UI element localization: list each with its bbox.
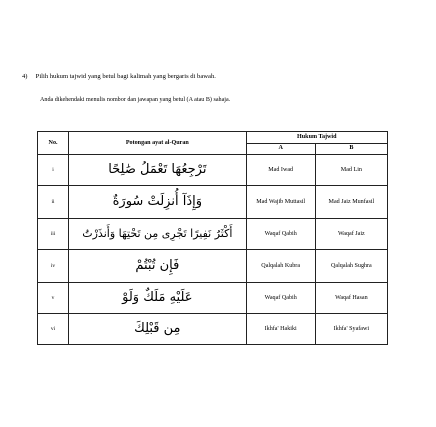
tajwid-table: [37, 131, 388, 345]
header-option-a: A: [246, 143, 315, 155]
header-no: No.: [38, 132, 69, 155]
header-hukum: Hukum Tajwid: [246, 132, 387, 144]
table-row: [38, 283, 388, 314]
ayat-text: وَإِذَآ أُنزِلَتْ سُورَةٌ: [69, 186, 247, 219]
ayat-text: عَلَيْهِ مَلَكٌ وَلَوْ: [69, 283, 247, 314]
table-row: [38, 155, 388, 186]
option-b: Waqaf Hasan: [315, 283, 387, 314]
question-prompt: Pilih hukum tajwid yang betul bagi kalimah yang bergaris di bawah.: [35, 73, 216, 80]
ayat-text: أَكْثَرُ نَفِيرًا تَجْرِى مِن تَحْتِهَا وَأَنذَرْتُ: [69, 219, 247, 250]
option-a: Qalqalah Kubra: [246, 250, 315, 283]
option-a: Ikhfa' Hakiki: [246, 314, 315, 345]
table-row: [38, 314, 388, 345]
option-a: Mad Iwad: [246, 155, 315, 186]
ayat-text: مِن قَبْلِكَ: [69, 314, 247, 345]
table-row: [38, 250, 388, 283]
instruction-text: Anda dikehendaki menulis nombor dan jawapan yang betul (A atau B) sahaja.: [40, 97, 231, 103]
option-b: Mad Jaiz Munfasil: [315, 186, 387, 219]
question-number: 4): [22, 73, 28, 80]
row-number: vi: [38, 314, 69, 345]
table-row: [38, 219, 388, 250]
row-number: iv: [38, 250, 69, 283]
header-option-b: B: [315, 143, 387, 155]
row-number: iii: [38, 219, 69, 250]
row-number: i: [38, 155, 69, 186]
row-number: v: [38, 283, 69, 314]
header-ayat: Potongan ayat al-Quran: [69, 132, 247, 155]
option-b: Mad Lin: [315, 155, 387, 186]
row-number: ii: [38, 186, 69, 219]
question-text: [22, 73, 216, 80]
option-b: Ikhfa' Syafawi: [315, 314, 387, 345]
option-b: Waqaf Jaiz: [315, 219, 387, 250]
option-b: Qalqalah Sughra: [315, 250, 387, 283]
option-a: Waqaf Qabih: [246, 219, 315, 250]
option-a: Mad Wajib Muttasil: [246, 186, 315, 219]
ayat-text: تَرْجِعُهَا تَعْمَلُ صَٰلِحًا: [69, 155, 247, 186]
table-row: [38, 186, 388, 219]
option-a: Waqaf Qabih: [246, 283, 315, 314]
ayat-text: فَإِن تُبْتُمْ: [69, 250, 247, 283]
